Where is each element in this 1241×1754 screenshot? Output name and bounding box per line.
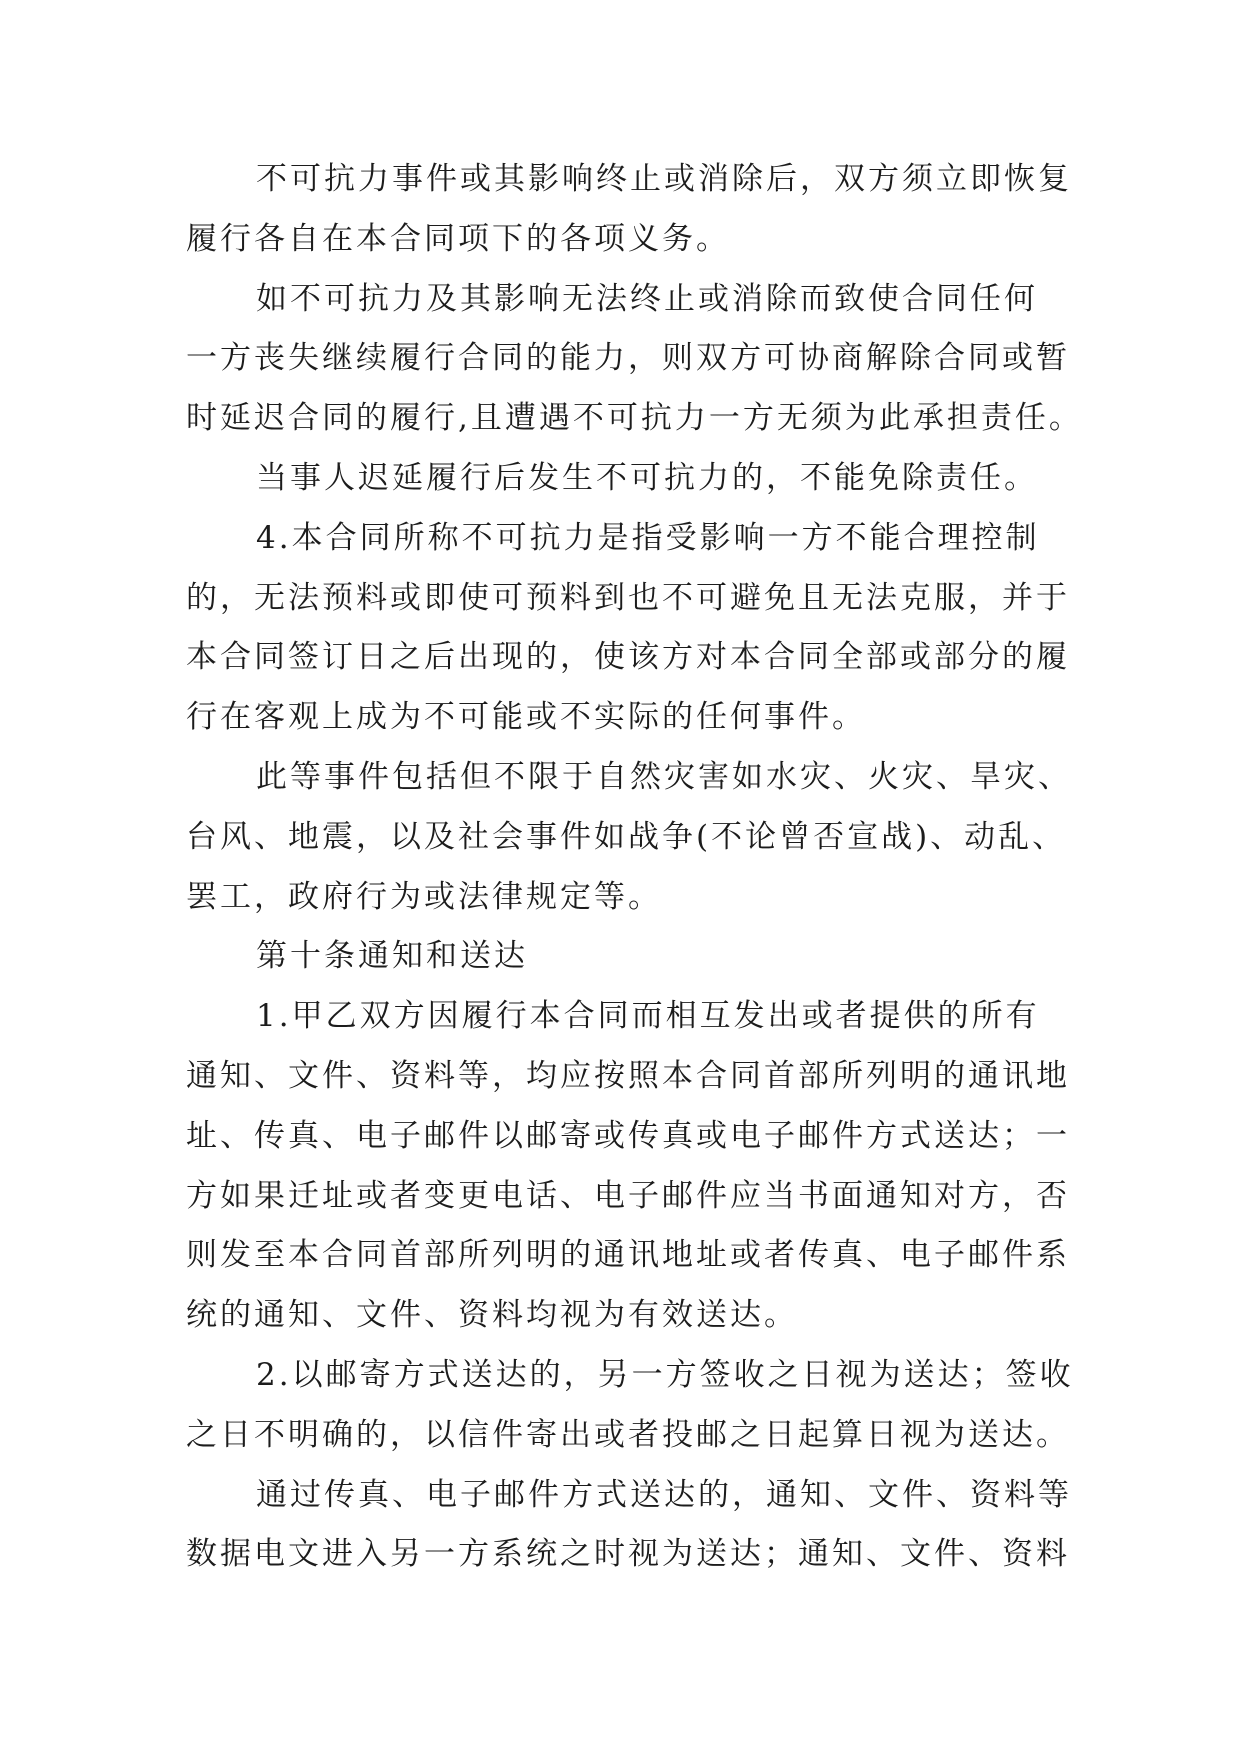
paragraph	[186, 449, 1066, 509]
text-line: 4.本合同所称不可抗力是指受影响一方不能合理控制	[256, 519, 1040, 556]
text-line: 2.以邮寄方式送达的，另一方签收之日视为送达；签收	[256, 1356, 1074, 1393]
text-line: 一方丧失继续履行合同的能力，则双方可协商解除合同或暂	[186, 340, 1070, 377]
paragraph	[186, 509, 1070, 748]
paragraph	[186, 270, 1083, 449]
text-line: 方如果迁址或者变更电话、电子邮件应当书面通知对方，否	[186, 1177, 1070, 1214]
text-line: 之日不明确的，以信件寄出或者投邮之日起算日视为送达。	[186, 1416, 1070, 1453]
text-line: 时延迟合同的履行,且遭遇不可抗力一方无须为此承担责任。	[186, 400, 1083, 437]
text-line: 通知、文件、资料等，均应按照本合同首部所列明的通讯地	[186, 1057, 1070, 1094]
text-line: 址、传真、电子邮件以邮寄或传真或电子邮件方式送达；一	[186, 1117, 1070, 1154]
section-heading	[186, 927, 1066, 987]
text-line: 行在客观上成为不可能或不实际的任何事件。	[186, 699, 866, 736]
paragraph	[186, 748, 1072, 927]
paragraph	[186, 150, 1072, 270]
text-line: 本合同签订日之后出现的，使该方对本合同全部或部分的履	[186, 639, 1070, 676]
text-line: 罢工，政府行为或法律规定等。	[186, 878, 662, 915]
text-line: 则发至本合同首部所列明的通讯地址或者传真、电子邮件系	[186, 1237, 1070, 1274]
text-line: 通过传真、电子邮件方式送达的，通知、文件、资料等	[256, 1476, 1072, 1513]
text-line: 1.甲乙双方因履行本合同而相互发出或者提供的所有	[256, 998, 1040, 1035]
text-line: 如不可抗力及其影响无法终止或消除而致使合同任何	[256, 280, 1038, 317]
document-body	[186, 150, 1083, 1585]
text-line: 第十条通知和送达	[256, 938, 528, 975]
text-line: 统的通知、文件、资料均视为有效送达。	[186, 1297, 798, 1334]
paragraph	[186, 987, 1070, 1346]
text-line: 的，无法预料或即使可预料到也不可避免且无法克服，并于	[186, 579, 1070, 616]
paragraph	[186, 1346, 1074, 1466]
text-line: 此等事件包括但不限于自然灾害如水灾、火灾、旱灾、	[256, 758, 1072, 795]
text-line: 不可抗力事件或其影响终止或消除后，双方须立即恢复	[256, 161, 1072, 197]
paragraph	[186, 1466, 1072, 1586]
text-line: 数据电文进入另一方系统之时视为送达；通知、文件、资料	[186, 1536, 1070, 1573]
text-line: 台风、地震，以及社会事件如战争(不论曾否宣战)、动乱、	[186, 818, 1067, 855]
text-line: 当事人迟延履行后发生不可抗力的，不能免除责任。	[256, 459, 1038, 496]
text-line: 履行各自在本合同项下的各项义务。	[186, 220, 730, 257]
